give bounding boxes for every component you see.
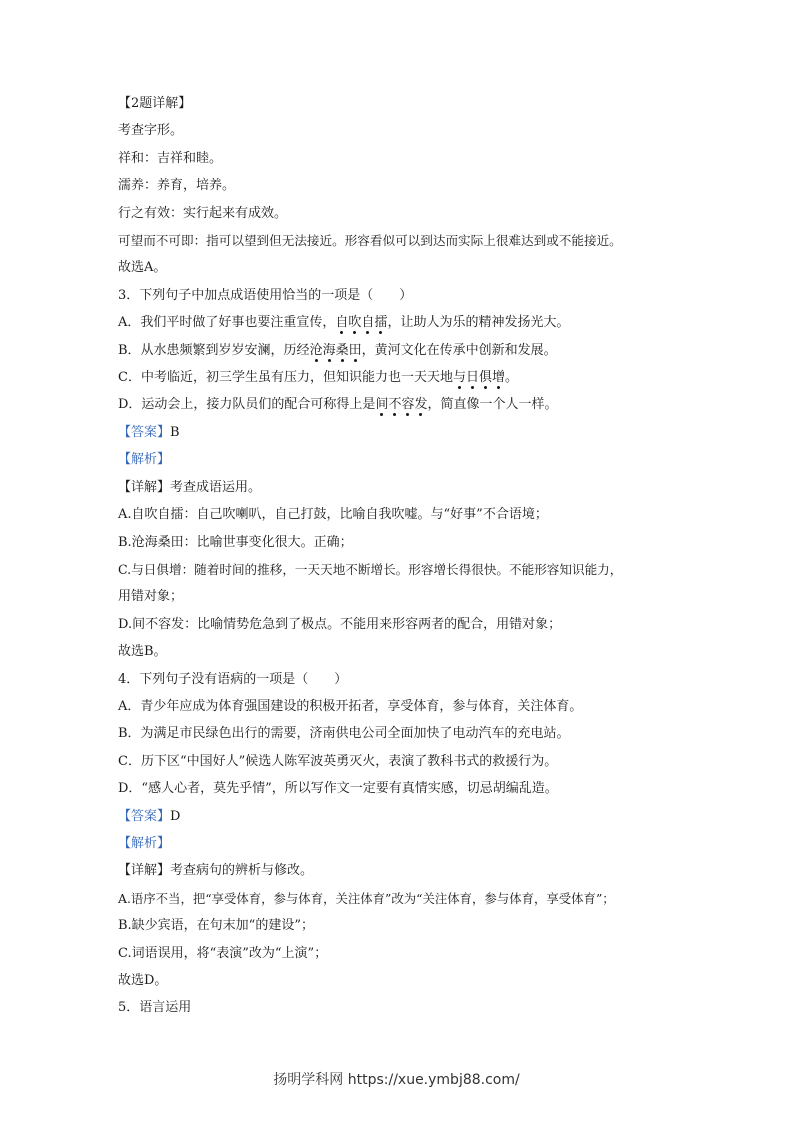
q4-explain-line: B.缺少宾语，在句末加“的建设”； bbox=[118, 918, 314, 934]
q3-option-c-text: C．中考临近，初三学生虽有压力，但知识能力也一天天地 bbox=[118, 370, 453, 386]
q3-option-b-text: B．从水患频繁到岁岁安澜，历经 bbox=[118, 342, 310, 358]
page-content bbox=[118, 90, 718, 1022]
emphasis-dot-char: 间 bbox=[375, 397, 389, 413]
answer-value: B bbox=[170, 424, 180, 440]
q3-option-b-text: ，黄河文化在传承中创新和发展。 bbox=[361, 342, 557, 358]
q4-detail: 【详解】考查病句的辨析与修改。 bbox=[118, 863, 314, 879]
emphasis-dot-char: 与 bbox=[452, 370, 466, 386]
q4-explain-line: C.词语误用，将“表演”改为“上演”； bbox=[118, 945, 328, 961]
emphasis-dot-char: 桑 bbox=[335, 342, 349, 358]
q3-explain-line: B.沧海桑田：比喻世事变化很大。正确； bbox=[118, 534, 353, 550]
q2-detail-line: 濡养：养育，培养。 bbox=[118, 178, 236, 194]
q3-option-b bbox=[118, 337, 718, 364]
q2-detail-line: 行之有效：实行起来有成效。 bbox=[118, 205, 288, 221]
q4-option-d: D．“感人心者，莫先乎情”，所以写作文一定要有真情实感，切忌胡编乱造。 bbox=[118, 781, 558, 797]
footer-watermark: 扬明学科网 https://xue.ymbj88.com/ bbox=[273, 1072, 520, 1088]
emphasis-dot-char: 俱 bbox=[478, 370, 492, 386]
emphasis-dot-char: 海 bbox=[322, 342, 336, 358]
q3-option-d bbox=[118, 391, 718, 418]
q4-option-c: C．历下区“中国好人”候选人陈军波英勇灭火，表演了教科书式的救援行为。 bbox=[118, 753, 558, 769]
emphasis-dot-char: 发 bbox=[414, 397, 428, 413]
q3-option-c-text: 。 bbox=[505, 370, 519, 386]
q4-answer bbox=[118, 803, 718, 830]
q3-option-c bbox=[118, 364, 718, 391]
q3-explain-line: 故选B。 bbox=[118, 644, 167, 660]
q4-explain-line: 故选D。 bbox=[118, 973, 168, 988]
emphasis-dot-char: 田 bbox=[348, 342, 362, 358]
answer-value: D bbox=[170, 808, 181, 824]
emphasis-dot-char: 增 bbox=[492, 370, 506, 386]
q2-detail-line: 祥和：吉祥和睦。 bbox=[118, 150, 223, 166]
q4-option-b: B．为满足市民绿色出行的需要，济南供电公司全面加快了电动汽车的充电站。 bbox=[118, 726, 570, 742]
q2-detail-line: 故选A。 bbox=[118, 260, 167, 276]
q3-explain-line: D.间不容发：比喻情势危急到了极点。不能用来形容两者的配合，用错对象； bbox=[118, 616, 562, 632]
emphasis-dot-char: 吹 bbox=[348, 315, 362, 331]
emphasis-dot-char: 不 bbox=[388, 397, 402, 413]
q3-option-d-text: ，简直像一个人一样。 bbox=[427, 397, 558, 413]
q3-detail: 【详解】考查成语运用。 bbox=[118, 479, 262, 495]
q3-option-a-text: A．我们平时做了好事也要注重宣传， bbox=[118, 315, 336, 331]
q3-explain-line: A.自吹自擂：自己吹喇叭，自己打鼓，比喻自我吹嘘。与“好事”不合语境； bbox=[118, 507, 548, 523]
emphasis-dot-char: 容 bbox=[401, 397, 415, 413]
emphasis-dot-char: 沧 bbox=[309, 342, 323, 358]
q5-stem: 5．语言运用 bbox=[118, 1000, 192, 1016]
q3-answer bbox=[118, 419, 718, 446]
analysis-tag: 【解析】 bbox=[118, 835, 171, 851]
analysis-tag: 【解析】 bbox=[118, 452, 171, 468]
emphasis-dot-char: 自 bbox=[335, 315, 349, 331]
q3-explain-line: 用错对象； bbox=[118, 589, 184, 605]
emphasis-dot-char: 自 bbox=[361, 315, 375, 331]
emphasis-dot-char: 日 bbox=[465, 370, 479, 386]
q3-explain-line: C.与日俱增：随着时间的推移，一天天地不断增长。形容增长得很快。不能形容知识能力， bbox=[118, 561, 623, 577]
q4-stem: 4．下列句子没有语病的一项是（ ） bbox=[118, 671, 348, 687]
emphasis-dot-char: 擂 bbox=[374, 315, 388, 331]
q3-option-a bbox=[118, 309, 718, 336]
q4-explain-line: A.语序不当，把“享受体育，参与体育，关注体育”改为“关注体育，参与体育，享受体育”； bbox=[118, 890, 615, 906]
q3-stem: 3．下列句子中加点成语使用恰当的一项是（ ） bbox=[118, 287, 413, 303]
answer-tag: 【答案】 bbox=[118, 808, 171, 824]
q2-detail-line: 可望而不可即：指可以望到但无法接近。形容看似可以到达而实际上很难达到或不能接近。 bbox=[118, 233, 622, 249]
q2-detail-header: 【2题详解】 bbox=[118, 96, 192, 111]
answer-tag: 【答案】 bbox=[118, 424, 171, 440]
q3-option-d-text: D．运动会上，接力队员们的配合可称得上是 bbox=[118, 397, 376, 413]
q2-detail-line: 考查字形。 bbox=[118, 123, 184, 139]
q3-option-a-text: ，让助人为乐的精神发扬光大。 bbox=[387, 315, 570, 331]
q4-option-a: A．青少年应成为体育强国建设的积极开拓者，享受体育，参与体育，关注体育。 bbox=[118, 698, 583, 714]
